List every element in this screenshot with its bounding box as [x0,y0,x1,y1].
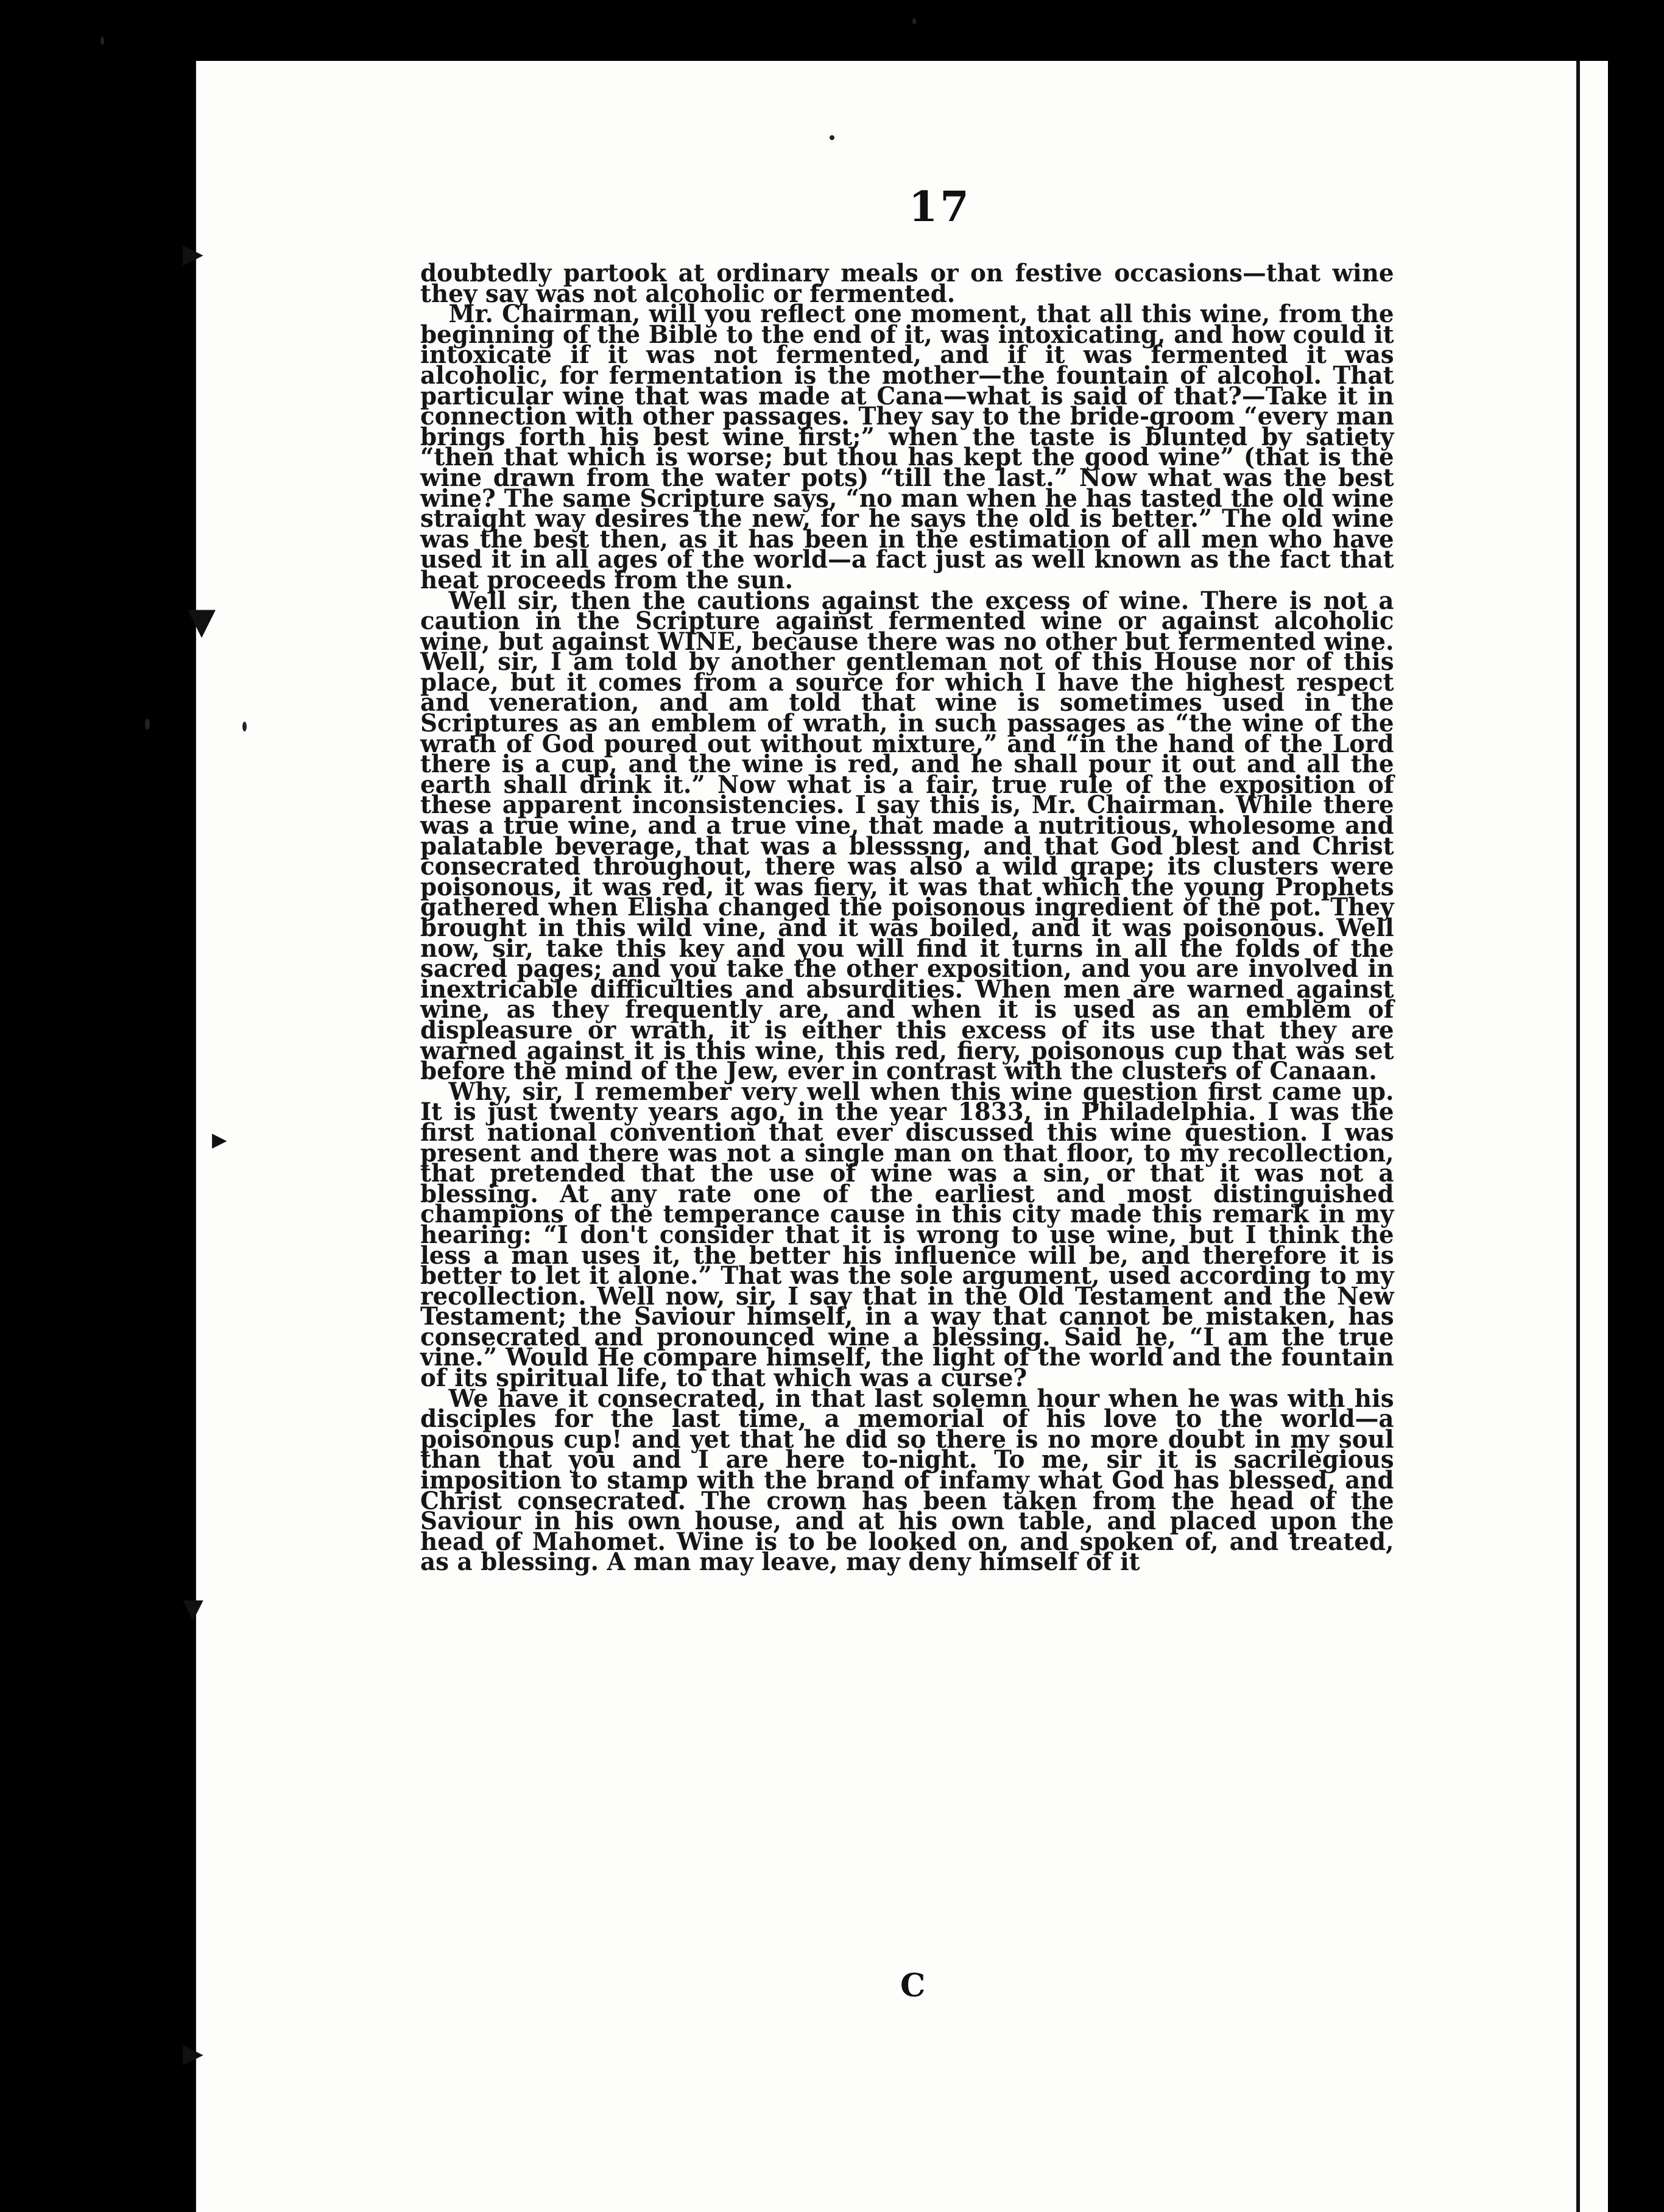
margin-arrow-mark: ▼ [183,1593,203,1624]
body-text [420,259,1394,1577]
page-number: 17 [909,183,971,231]
signature-mark: C [900,1967,926,2004]
paragraph: We have it consecrated, in that last solemn hour when he was with his disciples for the last time, a memorial of his love to the world—a poisonous cup! and yet that he did so there is no more doubt in my soul than that you and I are here to-night. To me, sir it is sacrilegious imposition to stamp with the brand of infamy what God has blessed, and Christ consecrated. The crown has been taken from the head of the Saviour in his own house, and at his own table, and placed upon the head of Mahomet. Wine is to be looked on, and spoken of, and treated, as a blessing. A man may leave, may deny himself of it [420,1384,1394,1577]
paragraph: Well sir, then the cautions against the excess of wine. There is not a caution in the Scripture against fermented wine or against alcoholic wine, but against WINE, because there was no other but fermented wine. Well, sir, I am told by another gentleman not of this House nor of this place, but it comes from a source for which I have the highest respect and veneration, and am told that wine is sometimes used in the Scriptures as an emblem of wrath, in such passages as “the wine of the wrath of God poured out without mixture,” and “in the hand of the Lord there is a cup, and the wine is red, and he shall pour it out and all the earth shall drink it.” Now what is a fair, true rule of the exposition of these apparent inconsistencies. I say this is, Mr. Chairman. While there was a true wine, and a true vine, that made a nutritious, wholesome and palatable beverage, that was a blesssng, and that God blest and Christ consecrated throughout, there was also a wild grape; its clusters were poisonous, it was red, it was fiery, it was that which the young Prophets gathered when Elisha changed the poisonous ingredient of the pot. They brought in this wild vine, and it was boiled, and it was poisonous. Well now, sir, take this key and you will find it turns in all the folds of the sacred pages; and you take the other exposition, and you are involved in inextricable difficulties and absurdities. When men are warned against wine, as they frequently are, and when it is used as an emblem of displeasure or wrath, it is either this excess of its use that they are warned against it is this wine, this red, fiery, poisonous cup that was set before the mind of the Jew, ever in contrast with the clusters of Canaan. [420,586,1394,1086]
page-edge [1576,61,1580,2212]
paragraph: Mr. Chairman, will you reflect one moment, that all this wine, from the beginning of the Bible to the end of it, was intoxicating, and how could it intoxicate if it was not fermented, and if it was fermented it was alcoholic, for fermentation is the mother—the fountain of alcohol. That particular wine that was made at Cana—what is said of that?—Take it in connection with other passages. They say to the bride-groom “every man brings forth his best wine first;” when the taste is blunted by satiety “then that which is worse; but thou has kept the good wine” (that is the wine drawn from the water pots) “till the last.” Now what was the best wine? The same Scripture says, “no man when he has tasted the old wine straight way desires the new, for he says the old is better.” The old wine was the best then, as it has been in the estimation of all men who have used it in all ages of the world—a fact just as well known as the fact that heat proceeds from the sun. [420,300,1394,594]
margin-dot [242,722,247,731]
paragraph: Why, sir, I remember very well when this wine question first came up. It is just twenty years ago, in the year 1833, in Philadelphia. I was the first national convention that ever discussed this wine question. I was present and there was not a single man on that floor, to my recollection, that pretended that the use of wine was a sin, or that it was not a blessing. At any rate one of the earliest and most distinguished champions of the temperance cause in this city made this remark in my hearing: “I don't consider that it is wrong to use wine, but I think the less a man uses it, the better his influence will be, and therefore it is better to let it alone.” That was the sole argument, used according to my recollection. Well now, sir, I say that in the Old Testament and the New Testament; the Saviour himself, in a way that cannot be mistaken, has consecrated and pronounced wine a blessing. Said he, “I am the true vine.” Would He compare himself, the light of the world and the fountain of its spiritual life, to that which was a curse? [420,1077,1394,1393]
margin-dot [145,719,150,730]
margin-arrow-mark: ▶ [183,2038,203,2069]
margin-dot [830,135,834,140]
margin-arrow-mark: ▶ [183,238,203,269]
margin-dot [100,37,104,45]
margin-arrow-mark: ▼ [188,600,216,643]
paragraph: doubtedly partook at ordinary meals or on festive occasions—that wine they say was not alcoholic or fermented. [420,259,1394,308]
margin-dot [912,18,916,24]
margin-arrow-mark: ▶ [212,1128,227,1151]
